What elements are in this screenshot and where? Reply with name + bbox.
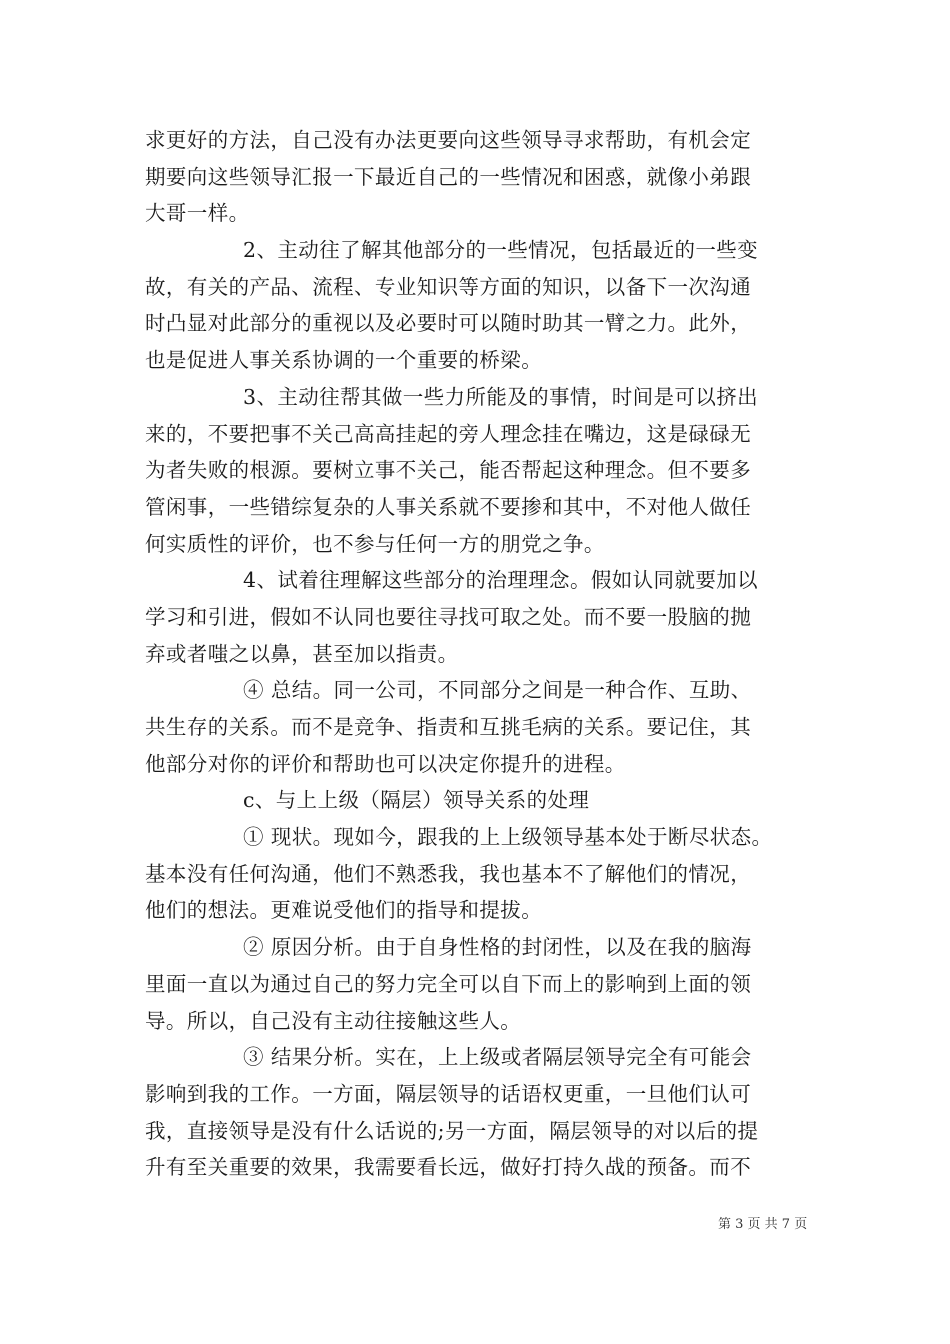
paragraph-first-line: ③ 结果分析。实在，上上级或者隔层领导完全有可能会 (243, 1045, 752, 1070)
text-line: 学习和引进，假如不认同也要往寻找可取之处。而不要一股脑的抛 (145, 604, 752, 629)
page-number-footer: 第 3 页 共 7 页 (718, 1217, 808, 1232)
text-line: 管闲事，一些错综复杂的人事关系就不要掺和其中，不对他人做任 (145, 494, 752, 519)
text-line: 共生存的关系。而不是竞争、指责和互挑毛病的关系。要记住，其 (145, 715, 752, 739)
paragraph-first-line: c、与上上级（隔层）领导关系的处理 (243, 788, 590, 813)
paragraph-first-line: ② 原因分析。由于自身性格的封闭性，以及在我的脑海 (243, 935, 752, 960)
text-line: 基本没有任何沟通，他们不熟悉我，我也基本不了解他们的情况， (145, 861, 752, 886)
text-line: 他们的想法。更难说受他们的指导和提拔。 (145, 898, 543, 923)
document-body (145, 122, 810, 1186)
text-line: 里面一直以为通过自己的努力完全可以自下而上的影响到上面的领 (145, 971, 752, 996)
text-line: 他部分对你的评价和帮助也可以决定你提升的进程。 (145, 751, 626, 776)
paragraph-first-line: 3、主动往帮其做一些力所能及的事情，时间是可以挤出 (243, 384, 759, 409)
paragraph-first-line: 4、试着往理解这些部分的治理理念。假如认同就要加以 (243, 568, 759, 593)
text-line: 升有至关重要的效果，我需要看长远，做好打持久战的预备。而不 (145, 1155, 752, 1180)
text-line: 故，有关的产品、流程、专业知识等方面的知识，以备下一次沟通 (145, 274, 752, 299)
text-line: 弃或者嗤之以鼻，甚至加以指责。 (145, 641, 459, 666)
text-line: 大哥一样。 (145, 201, 250, 226)
text-line: 影响到我的工作。一方面，隔层领导的话语权更重，一旦他们认可 (145, 1081, 752, 1106)
text-line: 导。所以，自己没有主动往接触这些人。 (145, 1008, 522, 1033)
paragraph-first-line: ④ 总结。同一公司，不同部分之间是一种合作、互助、 (243, 678, 752, 703)
text-line: 求更好的方法，自己没有办法更要向这些领导寻求帮助，有机会定 (145, 128, 752, 152)
text-line: 我，直接领导是没有什么话说的;另一方面，隔层领导的对以后的提 (145, 1118, 759, 1143)
text-line: 期要向这些领导汇报一下最近自己的一些情况和困惑，就像小弟跟 (145, 164, 752, 189)
text-line: 时凸显对此部分的重视以及必要时可以随时助其一臂之力。此外， (145, 311, 752, 336)
paragraph-first-line: ① 现状。现如今，跟我的上上级领导基本处于断尽状态。 (243, 825, 773, 850)
text-line: 何实质性的评价，也不参与任何一方的朋党之争。 (145, 531, 605, 556)
text-line: 为者失败的根源。要树立事不关己，能否帮起这种理念。但不要多 (145, 458, 752, 483)
text-line: 也是促进人事关系协调的一个重要的桥梁。 (145, 348, 543, 373)
text-line: 来的，不要把事不关己高高挂起的旁人理念挂在嘴边，这是碌碌无 (145, 421, 752, 446)
paragraph-first-line: 2、主动往了解其他部分的一些情况，包括最近的一些变 (243, 238, 759, 263)
